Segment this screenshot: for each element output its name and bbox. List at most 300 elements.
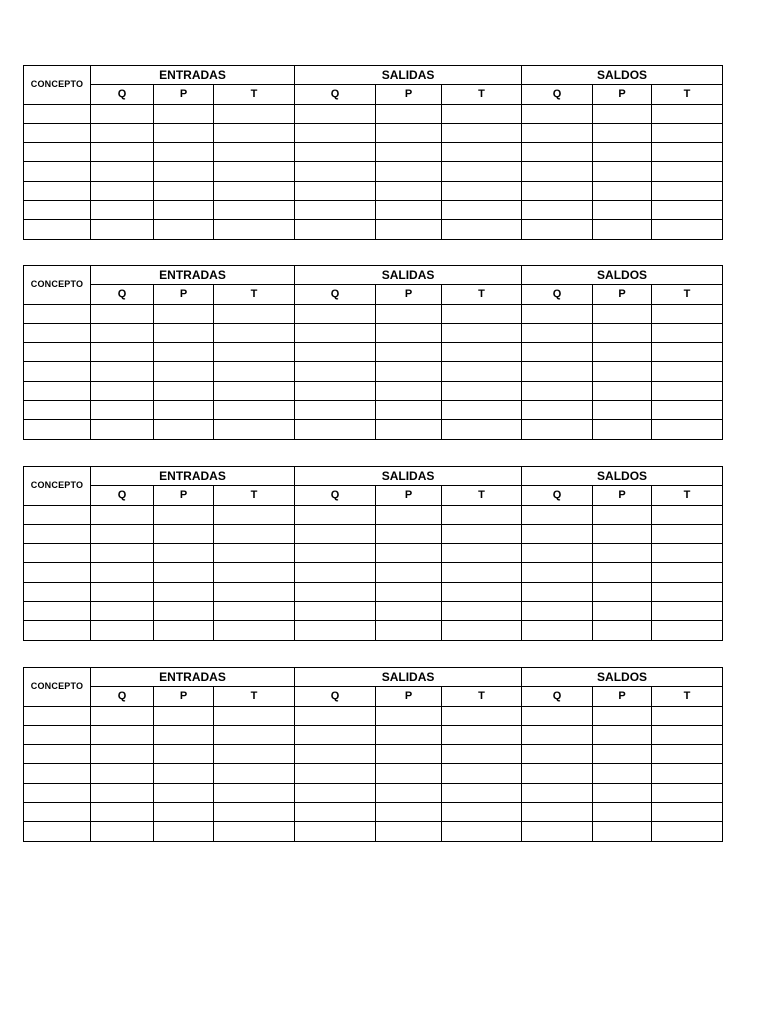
saldos-t-cell[interactable] — [652, 381, 723, 400]
entradas-q-cell[interactable] — [91, 143, 154, 162]
saldos-t-cell[interactable] — [652, 362, 723, 381]
entradas-t-cell[interactable] — [214, 764, 295, 783]
entradas-p-cell[interactable] — [154, 582, 214, 601]
entradas-q-cell[interactable] — [91, 621, 154, 640]
salidas-p-cell[interactable] — [376, 381, 442, 400]
salidas-q-cell[interactable] — [295, 343, 376, 362]
saldos-t-cell[interactable] — [652, 220, 723, 239]
saldos-t-cell[interactable] — [652, 143, 723, 162]
salidas-t-cell[interactable] — [442, 181, 522, 200]
saldos-t-cell[interactable] — [652, 323, 723, 342]
saldos-p-cell[interactable] — [593, 143, 652, 162]
entradas-t-cell[interactable] — [214, 220, 295, 239]
concepto-cell[interactable] — [24, 181, 91, 200]
saldos-p-cell[interactable] — [593, 162, 652, 181]
saldos-q-cell[interactable] — [522, 162, 593, 181]
concepto-cell[interactable] — [24, 304, 91, 323]
entradas-q-cell[interactable] — [91, 706, 154, 725]
concepto-cell[interactable] — [24, 381, 91, 400]
concepto-cell[interactable] — [24, 783, 91, 802]
entradas-q-cell[interactable] — [91, 582, 154, 601]
entradas-q-cell[interactable] — [91, 201, 154, 220]
saldos-t-cell[interactable] — [652, 420, 723, 439]
entradas-t-cell[interactable] — [214, 582, 295, 601]
concepto-cell[interactable] — [24, 764, 91, 783]
entradas-q-cell[interactable] — [91, 725, 154, 744]
entradas-p-cell[interactable] — [154, 505, 214, 524]
entradas-t-cell[interactable] — [214, 104, 295, 123]
salidas-t-cell[interactable] — [442, 803, 522, 822]
saldos-p-cell[interactable] — [593, 420, 652, 439]
saldos-q-cell[interactable] — [522, 563, 593, 582]
salidas-t-cell[interactable] — [442, 362, 522, 381]
saldos-t-cell[interactable] — [652, 505, 723, 524]
entradas-t-cell[interactable] — [214, 123, 295, 142]
entradas-t-cell[interactable] — [214, 323, 295, 342]
entradas-p-cell[interactable] — [154, 783, 214, 802]
entradas-q-cell[interactable] — [91, 420, 154, 439]
entradas-t-cell[interactable] — [214, 343, 295, 362]
saldos-p-cell[interactable] — [593, 304, 652, 323]
saldos-q-cell[interactable] — [522, 745, 593, 764]
saldos-q-cell[interactable] — [522, 582, 593, 601]
salidas-p-cell[interactable] — [376, 706, 442, 725]
saldos-p-cell[interactable] — [593, 563, 652, 582]
saldos-q-cell[interactable] — [522, 524, 593, 543]
entradas-p-cell[interactable] — [154, 343, 214, 362]
concepto-cell[interactable] — [24, 162, 91, 181]
salidas-t-header: T — [442, 285, 522, 304]
entradas-t-cell[interactable] — [214, 783, 295, 802]
saldos-q-cell[interactable] — [522, 143, 593, 162]
saldos-q-cell[interactable] — [522, 621, 593, 640]
table-row — [24, 143, 723, 162]
entradas-t-cell[interactable] — [214, 304, 295, 323]
entradas-p-header: P — [154, 285, 214, 304]
salidas-q-cell[interactable] — [295, 220, 376, 239]
saldos-t-cell[interactable] — [652, 343, 723, 362]
concepto-header: CONCEPTO — [24, 467, 91, 506]
salidas-q-cell[interactable] — [295, 602, 376, 621]
entradas-p-cell[interactable] — [154, 162, 214, 181]
salidas-t-cell[interactable] — [442, 162, 522, 181]
entradas-p-cell[interactable] — [154, 401, 214, 420]
entradas-q-cell[interactable] — [91, 343, 154, 362]
entradas-q-cell[interactable] — [91, 162, 154, 181]
saldos-t-header: T — [652, 486, 723, 505]
salidas-t-cell[interactable] — [442, 706, 522, 725]
concepto-cell[interactable] — [24, 201, 91, 220]
entradas-p-cell[interactable] — [154, 706, 214, 725]
concepto-cell[interactable] — [24, 362, 91, 381]
saldos-p-cell[interactable] — [593, 362, 652, 381]
concepto-cell[interactable] — [24, 401, 91, 420]
salidas-header: SALIDAS — [295, 467, 522, 486]
salidas-q-cell[interactable] — [295, 104, 376, 123]
entradas-p-cell[interactable] — [154, 220, 214, 239]
saldos-q-cell[interactable] — [522, 725, 593, 744]
entradas-p-cell[interactable] — [154, 602, 214, 621]
salidas-p-cell[interactable] — [376, 104, 442, 123]
salidas-p-cell[interactable] — [376, 143, 442, 162]
kardex-table-2 — [23, 265, 723, 440]
salidas-p-cell[interactable] — [376, 420, 442, 439]
saldos-p-cell[interactable] — [593, 104, 652, 123]
salidas-t-cell[interactable] — [442, 381, 522, 400]
saldos-p-cell[interactable] — [593, 764, 652, 783]
entradas-t-cell[interactable] — [214, 822, 295, 841]
saldos-t-cell[interactable] — [652, 544, 723, 563]
saldos-q-cell[interactable] — [522, 104, 593, 123]
saldos-t-cell[interactable] — [652, 563, 723, 582]
salidas-p-cell[interactable] — [376, 123, 442, 142]
salidas-t-cell[interactable] — [442, 524, 522, 543]
salidas-t-cell[interactable] — [442, 143, 522, 162]
saldos-p-cell[interactable] — [593, 524, 652, 543]
concepto-cell[interactable] — [24, 220, 91, 239]
entradas-q-cell[interactable] — [91, 524, 154, 543]
saldos-q-cell[interactable] — [522, 201, 593, 220]
entradas-q-cell[interactable] — [91, 783, 154, 802]
salidas-t-cell[interactable] — [442, 725, 522, 744]
salidas-t-cell[interactable] — [442, 822, 522, 841]
saldos-t-cell[interactable] — [652, 401, 723, 420]
table-row — [24, 381, 723, 400]
salidas-t-cell[interactable] — [442, 621, 522, 640]
salidas-p-cell[interactable] — [376, 323, 442, 342]
saldos-p-cell[interactable] — [593, 602, 652, 621]
saldos-p-cell[interactable] — [593, 783, 652, 802]
salidas-q-cell[interactable] — [295, 764, 376, 783]
entradas-t-cell[interactable] — [214, 505, 295, 524]
saldos-q-cell[interactable] — [522, 803, 593, 822]
entradas-t-cell[interactable] — [214, 745, 295, 764]
saldos-p-cell[interactable] — [593, 343, 652, 362]
saldos-p-cell[interactable] — [593, 201, 652, 220]
entradas-t-cell[interactable] — [214, 706, 295, 725]
entradas-t-cell[interactable] — [214, 181, 295, 200]
saldos-t-cell[interactable] — [652, 822, 723, 841]
concepto-cell[interactable] — [24, 343, 91, 362]
salidas-q-cell[interactable] — [295, 505, 376, 524]
saldos-q-cell[interactable] — [522, 764, 593, 783]
saldos-q-cell[interactable] — [522, 323, 593, 342]
entradas-t-cell[interactable] — [214, 803, 295, 822]
entradas-p-cell[interactable] — [154, 563, 214, 582]
kardex-table-3 — [23, 466, 723, 641]
salidas-q-cell[interactable] — [295, 524, 376, 543]
salidas-p-cell[interactable] — [376, 401, 442, 420]
saldos-q-cell[interactable] — [522, 304, 593, 323]
entradas-t-cell[interactable] — [214, 420, 295, 439]
salidas-p-cell[interactable] — [376, 162, 442, 181]
saldos-t-cell[interactable] — [652, 524, 723, 543]
entradas-q-header: Q — [91, 486, 154, 505]
salidas-p-cell[interactable] — [376, 524, 442, 543]
salidas-q-cell[interactable] — [295, 401, 376, 420]
entradas-q-cell[interactable] — [91, 745, 154, 764]
entradas-p-cell[interactable] — [154, 323, 214, 342]
saldos-p-cell[interactable] — [593, 505, 652, 524]
concepto-cell[interactable] — [24, 706, 91, 725]
saldos-t-cell[interactable] — [652, 602, 723, 621]
entradas-q-cell[interactable] — [91, 304, 154, 323]
salidas-t-cell[interactable] — [442, 420, 522, 439]
salidas-p-cell[interactable] — [376, 582, 442, 601]
concepto-cell[interactable] — [24, 505, 91, 524]
salidas-q-cell[interactable] — [295, 582, 376, 601]
salidas-t-cell[interactable] — [442, 783, 522, 802]
saldos-p-cell[interactable] — [593, 401, 652, 420]
entradas-q-cell[interactable] — [91, 544, 154, 563]
saldos-q-cell[interactable] — [522, 381, 593, 400]
entradas-p-cell[interactable] — [154, 803, 214, 822]
saldos-q-cell[interactable] — [522, 181, 593, 200]
entradas-q-cell[interactable] — [91, 563, 154, 582]
salidas-p-cell[interactable] — [376, 181, 442, 200]
saldos-t-cell[interactable] — [652, 582, 723, 601]
concepto-cell[interactable] — [24, 143, 91, 162]
concepto-cell[interactable] — [24, 621, 91, 640]
entradas-t-cell[interactable] — [214, 362, 295, 381]
salidas-q-cell[interactable] — [295, 201, 376, 220]
entradas-p-cell[interactable] — [154, 822, 214, 841]
concepto-cell[interactable] — [24, 725, 91, 744]
salidas-q-cell[interactable] — [295, 304, 376, 323]
salidas-p-cell[interactable] — [376, 362, 442, 381]
saldos-t-cell[interactable] — [652, 123, 723, 142]
salidas-p-cell[interactable] — [376, 822, 442, 841]
concepto-cell[interactable] — [24, 123, 91, 142]
saldos-q-cell[interactable] — [522, 783, 593, 802]
salidas-t-cell[interactable] — [442, 745, 522, 764]
entradas-q-cell[interactable] — [91, 220, 154, 239]
salidas-t-cell[interactable] — [442, 201, 522, 220]
salidas-p-cell[interactable] — [376, 803, 442, 822]
saldos-p-cell[interactable] — [593, 803, 652, 822]
salidas-t-cell[interactable] — [442, 220, 522, 239]
entradas-p-cell[interactable] — [154, 304, 214, 323]
entradas-t-cell[interactable] — [214, 143, 295, 162]
salidas-q-cell[interactable] — [295, 822, 376, 841]
concepto-cell[interactable] — [24, 822, 91, 841]
saldos-p-cell[interactable] — [593, 381, 652, 400]
salidas-q-cell[interactable] — [295, 563, 376, 582]
entradas-t-cell[interactable] — [214, 602, 295, 621]
table-row — [24, 783, 723, 802]
salidas-q-cell[interactable] — [295, 362, 376, 381]
entradas-p-cell[interactable] — [154, 524, 214, 543]
salidas-t-cell[interactable] — [442, 563, 522, 582]
entradas-t-cell[interactable] — [214, 401, 295, 420]
salidas-q-cell[interactable] — [295, 162, 376, 181]
saldos-q-cell[interactable] — [522, 420, 593, 439]
entradas-q-cell[interactable] — [91, 401, 154, 420]
salidas-q-cell[interactable] — [295, 621, 376, 640]
concepto-cell[interactable] — [24, 420, 91, 439]
salidas-q-cell[interactable] — [295, 143, 376, 162]
salidas-p-cell[interactable] — [376, 563, 442, 582]
entradas-t-cell[interactable] — [214, 544, 295, 563]
entradas-p-cell[interactable] — [154, 745, 214, 764]
entradas-p-cell[interactable] — [154, 104, 214, 123]
saldos-t-header: T — [652, 687, 723, 706]
salidas-t-cell[interactable] — [442, 304, 522, 323]
entradas-p-cell[interactable] — [154, 143, 214, 162]
entradas-t-header: T — [214, 285, 295, 304]
saldos-p-cell[interactable] — [593, 582, 652, 601]
table-row — [24, 803, 723, 822]
saldos-q-cell[interactable] — [522, 602, 593, 621]
saldos-t-cell[interactable] — [652, 181, 723, 200]
concepto-cell[interactable] — [24, 563, 91, 582]
concepto-cell[interactable] — [24, 544, 91, 563]
concepto-cell[interactable] — [24, 323, 91, 342]
concepto-cell[interactable] — [24, 582, 91, 601]
saldos-t-cell[interactable] — [652, 162, 723, 181]
saldos-t-cell[interactable] — [652, 304, 723, 323]
entradas-p-cell[interactable] — [154, 201, 214, 220]
saldos-t-cell[interactable] — [652, 745, 723, 764]
entradas-p-cell[interactable] — [154, 764, 214, 783]
entradas-p-cell[interactable] — [154, 181, 214, 200]
salidas-q-cell[interactable] — [295, 783, 376, 802]
saldos-p-cell[interactable] — [593, 822, 652, 841]
entradas-p-cell[interactable] — [154, 621, 214, 640]
entradas-q-cell[interactable] — [91, 602, 154, 621]
entradas-p-cell[interactable] — [154, 544, 214, 563]
entradas-q-cell[interactable] — [91, 803, 154, 822]
saldos-p-cell[interactable] — [593, 544, 652, 563]
entradas-q-cell[interactable] — [91, 764, 154, 783]
saldos-q-cell[interactable] — [522, 220, 593, 239]
salidas-q-cell[interactable] — [295, 123, 376, 142]
concepto-cell[interactable] — [24, 745, 91, 764]
salidas-p-cell[interactable] — [376, 304, 442, 323]
salidas-t-cell[interactable] — [442, 544, 522, 563]
entradas-t-cell[interactable] — [214, 621, 295, 640]
entradas-p-cell[interactable] — [154, 123, 214, 142]
saldos-q-cell[interactable] — [522, 822, 593, 841]
salidas-p-cell[interactable] — [376, 764, 442, 783]
salidas-t-cell[interactable] — [442, 323, 522, 342]
saldos-p-cell[interactable] — [593, 706, 652, 725]
entradas-q-cell[interactable] — [91, 323, 154, 342]
saldos-t-cell[interactable] — [652, 803, 723, 822]
salidas-q-cell[interactable] — [295, 181, 376, 200]
salidas-t-cell[interactable] — [442, 582, 522, 601]
salidas-p-cell[interactable] — [376, 783, 442, 802]
entradas-p-cell[interactable] — [154, 362, 214, 381]
saldos-t-cell[interactable] — [652, 706, 723, 725]
entradas-t-cell[interactable] — [214, 524, 295, 543]
entradas-p-cell[interactable] — [154, 381, 214, 400]
saldos-q-cell[interactable] — [522, 123, 593, 142]
entradas-q-cell[interactable] — [91, 123, 154, 142]
salidas-t-cell[interactable] — [442, 401, 522, 420]
entradas-t-cell[interactable] — [214, 201, 295, 220]
saldos-q-cell[interactable] — [522, 362, 593, 381]
saldos-p-header: P — [593, 285, 652, 304]
salidas-q-cell[interactable] — [295, 803, 376, 822]
salidas-q-cell[interactable] — [295, 381, 376, 400]
salidas-t-cell[interactable] — [442, 764, 522, 783]
entradas-t-cell[interactable] — [214, 725, 295, 744]
saldos-p-cell[interactable] — [593, 323, 652, 342]
entradas-q-cell[interactable] — [91, 362, 154, 381]
entradas-q-cell[interactable] — [91, 104, 154, 123]
salidas-t-cell[interactable] — [442, 343, 522, 362]
entradas-q-cell[interactable] — [91, 822, 154, 841]
saldos-t-cell[interactable] — [652, 104, 723, 123]
salidas-t-cell[interactable] — [442, 104, 522, 123]
salidas-q-cell[interactable] — [295, 745, 376, 764]
table-row — [24, 524, 723, 543]
saldos-t-cell[interactable] — [652, 764, 723, 783]
salidas-t-cell[interactable] — [442, 505, 522, 524]
kardex-table-1 — [23, 65, 723, 240]
saldos-p-cell[interactable] — [593, 181, 652, 200]
saldos-p-cell[interactable] — [593, 220, 652, 239]
saldos-header: SALDOS — [522, 668, 723, 687]
sub-header-row — [24, 285, 723, 304]
salidas-p-cell[interactable] — [376, 745, 442, 764]
saldos-t-cell[interactable] — [652, 783, 723, 802]
salidas-p-cell[interactable] — [376, 220, 442, 239]
saldos-p-cell[interactable] — [593, 725, 652, 744]
salidas-q-cell[interactable] — [295, 725, 376, 744]
saldos-p-cell[interactable] — [593, 621, 652, 640]
entradas-p-cell[interactable] — [154, 725, 214, 744]
salidas-p-cell[interactable] — [376, 725, 442, 744]
salidas-q-cell[interactable] — [295, 420, 376, 439]
saldos-t-cell[interactable] — [652, 621, 723, 640]
concepto-cell[interactable] — [24, 803, 91, 822]
entradas-q-cell[interactable] — [91, 505, 154, 524]
salidas-p-cell[interactable] — [376, 602, 442, 621]
entradas-t-cell[interactable] — [214, 381, 295, 400]
entradas-t-cell[interactable] — [214, 563, 295, 582]
concepto-cell[interactable] — [24, 524, 91, 543]
salidas-p-cell[interactable] — [376, 201, 442, 220]
saldos-q-cell[interactable] — [522, 544, 593, 563]
entradas-t-cell[interactable] — [214, 162, 295, 181]
entradas-p-cell[interactable] — [154, 420, 214, 439]
saldos-p-cell[interactable] — [593, 123, 652, 142]
concepto-cell[interactable] — [24, 602, 91, 621]
saldos-p-cell[interactable] — [593, 745, 652, 764]
salidas-q-cell[interactable] — [295, 706, 376, 725]
salidas-p-cell[interactable] — [376, 544, 442, 563]
salidas-p-cell[interactable] — [376, 343, 442, 362]
salidas-t-cell[interactable] — [442, 602, 522, 621]
concepto-cell[interactable] — [24, 104, 91, 123]
salidas-q-cell[interactable] — [295, 544, 376, 563]
saldos-q-cell[interactable] — [522, 343, 593, 362]
salidas-p-cell[interactable] — [376, 505, 442, 524]
concepto-header: CONCEPTO — [24, 266, 91, 305]
entradas-q-cell[interactable] — [91, 381, 154, 400]
saldos-t-cell[interactable] — [652, 201, 723, 220]
saldos-q-cell[interactable] — [522, 401, 593, 420]
saldos-q-cell[interactable] — [522, 706, 593, 725]
saldos-t-cell[interactable] — [652, 725, 723, 744]
salidas-p-cell[interactable] — [376, 621, 442, 640]
salidas-q-cell[interactable] — [295, 323, 376, 342]
salidas-t-cell[interactable] — [442, 123, 522, 142]
saldos-q-cell[interactable] — [522, 505, 593, 524]
entradas-q-cell[interactable] — [91, 181, 154, 200]
